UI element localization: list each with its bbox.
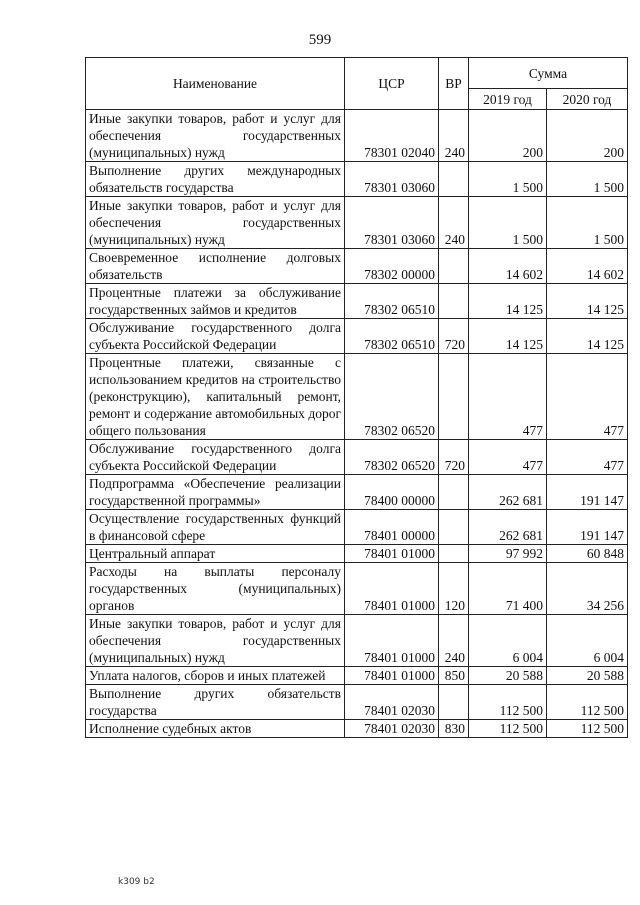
- table-row: [86, 720, 628, 738]
- row-vr-code: 720: [439, 319, 469, 354]
- row-amount-2020: 112 500: [547, 720, 628, 738]
- row-amount-2019: 97 992: [469, 545, 547, 563]
- row-amount-2020: 200: [547, 110, 628, 162]
- row-vr-code: [439, 249, 469, 284]
- row-vr-code: [439, 354, 469, 440]
- row-csr-code: 78401 01000: [345, 545, 439, 563]
- row-name: Процентные платежи, связанные с использованием кредитов на строительство (реконструкцию), капитальный ремонт, ремонт и содержание автомобильных дорог общего пользования: [86, 354, 345, 440]
- row-name: Обслуживание государственного долга субъекта Российской Федерации: [86, 440, 345, 475]
- row-csr-code: 78400 00000: [345, 475, 439, 510]
- row-amount-2020: 60 848: [547, 545, 628, 563]
- page-number: 599: [308, 32, 332, 48]
- row-amount-2020: 20 588: [547, 667, 628, 685]
- row-name: Уплата налогов, сборов и иных платежей: [86, 667, 345, 685]
- row-vr-code: [439, 475, 469, 510]
- row-vr-code: 850: [439, 667, 469, 685]
- row-vr-code: [439, 284, 469, 319]
- row-amount-2020: 6 004: [547, 615, 628, 667]
- row-csr-code: 78301 03060: [345, 197, 439, 249]
- table-row: [86, 197, 628, 249]
- row-name: Подпрограмма «Обеспечение реализации государственной программы»: [86, 475, 345, 510]
- header-year-2019: 2019 год: [469, 89, 547, 110]
- row-vr-code: [439, 545, 469, 563]
- table-row: [86, 475, 628, 510]
- row-name: Центральный аппарат: [86, 545, 345, 563]
- row-name: Расходы на выплаты персоналу государственных (муниципальных) органов: [86, 563, 345, 615]
- row-amount-2019: 262 681: [469, 475, 547, 510]
- row-vr-code: 240: [439, 110, 469, 162]
- row-csr-code: 78401 01000: [345, 563, 439, 615]
- table-row: [86, 545, 628, 563]
- row-name: Выполнение других международных обязательств государства: [86, 162, 345, 197]
- header-year-2020: 2020 год: [547, 89, 628, 110]
- row-name: Процентные платежи за обслуживание государственных займов и кредитов: [86, 284, 345, 319]
- row-csr-code: 78302 06520: [345, 440, 439, 475]
- table-row: [86, 685, 628, 720]
- row-csr-code: 78401 02030: [345, 685, 439, 720]
- row-amount-2020: 191 147: [547, 475, 628, 510]
- row-vr-code: 830: [439, 720, 469, 738]
- row-csr-code: 78401 01000: [345, 667, 439, 685]
- header-sum: Сумма: [469, 58, 628, 89]
- table-row: [86, 615, 628, 667]
- table-row: [86, 162, 628, 197]
- row-amount-2019: 112 500: [469, 685, 547, 720]
- table-row: [86, 319, 628, 354]
- table-header: [86, 58, 628, 110]
- row-vr-code: [439, 162, 469, 197]
- row-amount-2020: 34 256: [547, 563, 628, 615]
- row-csr-code: 78302 06510: [345, 319, 439, 354]
- row-csr-code: 78401 02030: [345, 720, 439, 738]
- row-csr-code: 78302 06510: [345, 284, 439, 319]
- row-name: Обслуживание государственного долга субъекта Российской Федерации: [86, 319, 345, 354]
- row-csr-code: 78301 02040: [345, 110, 439, 162]
- table-row: [86, 354, 628, 440]
- header-name: Наименование: [86, 58, 345, 110]
- row-name: Иные закупки товаров, работ и услуг для обеспечения государственных (муниципальных) нужд: [86, 110, 345, 162]
- row-name: Исполнение судебных актов: [86, 720, 345, 738]
- row-csr-code: 78302 00000: [345, 249, 439, 284]
- header-vr: ВР: [439, 58, 469, 110]
- row-amount-2019: 262 681: [469, 510, 547, 545]
- row-amount-2019: 71 400: [469, 563, 547, 615]
- row-vr-code: 240: [439, 615, 469, 667]
- row-csr-code: 78302 06520: [345, 354, 439, 440]
- row-amount-2020: 477: [547, 354, 628, 440]
- row-amount-2019: 14 602: [469, 249, 547, 284]
- row-name: Иные закупки товаров, работ и услуг для обеспечения государственных (муниципальных) нужд: [86, 197, 345, 249]
- footer-code: k309 b2: [118, 877, 155, 887]
- row-amount-2020: 1 500: [547, 162, 628, 197]
- row-vr-code: [439, 685, 469, 720]
- row-name: Иные закупки товаров, работ и услуг для обеспечения государственных (муниципальных) нужд: [86, 615, 345, 667]
- row-amount-2019: 1 500: [469, 197, 547, 249]
- table-row: [86, 667, 628, 685]
- row-csr-code: 78401 01000: [345, 615, 439, 667]
- row-amount-2019: 200: [469, 110, 547, 162]
- budget-table: [85, 57, 628, 738]
- row-amount-2020: 112 500: [547, 685, 628, 720]
- row-name: Своевременное исполнение долговых обязательств: [86, 249, 345, 284]
- table-row: [86, 110, 628, 162]
- table-row: [86, 284, 628, 319]
- table-body: [86, 110, 628, 738]
- row-amount-2020: 14 125: [547, 284, 628, 319]
- table-row: [86, 440, 628, 475]
- row-amount-2020: 14 125: [547, 319, 628, 354]
- row-amount-2019: 14 125: [469, 284, 547, 319]
- row-name: Выполнение других обязательств государства: [86, 685, 345, 720]
- row-amount-2020: 477: [547, 440, 628, 475]
- row-amount-2020: 191 147: [547, 510, 628, 545]
- row-name: Осуществление государственных функций в финансовой сфере: [86, 510, 345, 545]
- row-vr-code: 720: [439, 440, 469, 475]
- row-amount-2019: 14 125: [469, 319, 547, 354]
- table-row: [86, 510, 628, 545]
- table-row: [86, 563, 628, 615]
- row-vr-code: 120: [439, 563, 469, 615]
- row-csr-code: 78401 00000: [345, 510, 439, 545]
- row-amount-2019: 477: [469, 354, 547, 440]
- row-amount-2019: 112 500: [469, 720, 547, 738]
- row-amount-2020: 1 500: [547, 197, 628, 249]
- table-row: [86, 249, 628, 284]
- row-amount-2020: 14 602: [547, 249, 628, 284]
- row-csr-code: 78301 03060: [345, 162, 439, 197]
- row-amount-2019: 6 004: [469, 615, 547, 667]
- row-vr-code: 240: [439, 197, 469, 249]
- header-csr: ЦСР: [345, 58, 439, 110]
- row-amount-2019: 1 500: [469, 162, 547, 197]
- row-amount-2019: 20 588: [469, 667, 547, 685]
- row-amount-2019: 477: [469, 440, 547, 475]
- row-vr-code: [439, 510, 469, 545]
